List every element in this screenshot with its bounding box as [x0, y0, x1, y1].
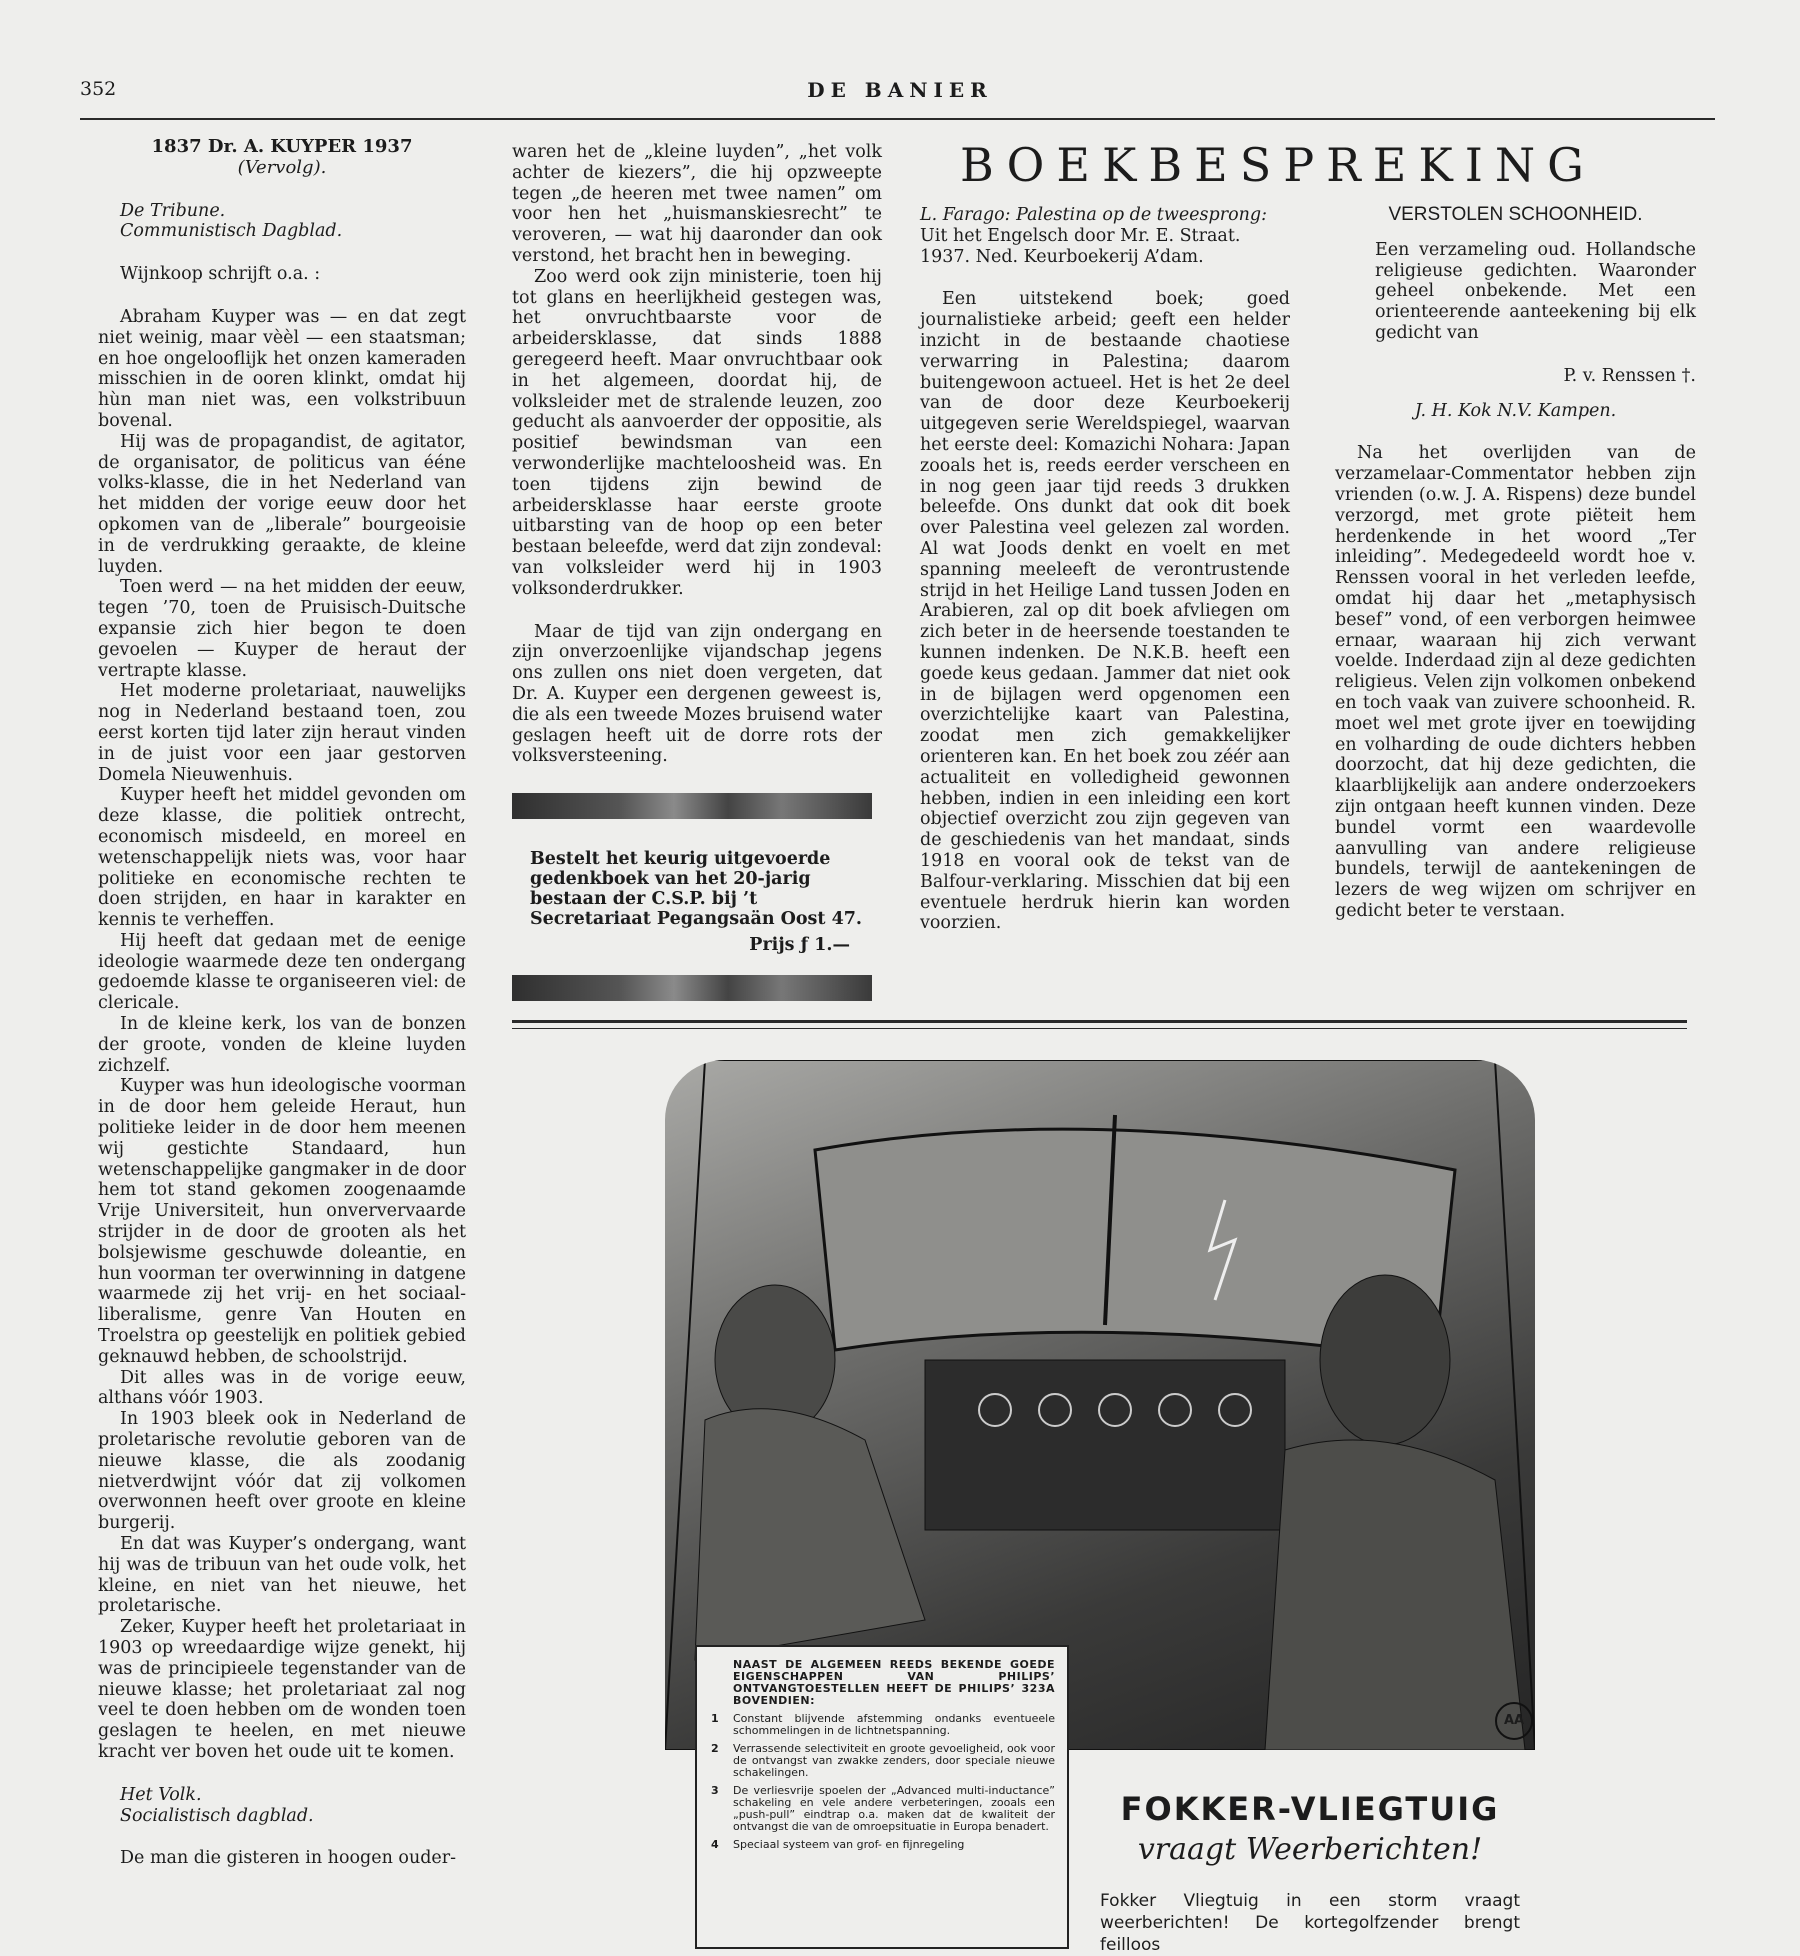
paragraph: Zeker, Kuyper heeft het proletariaat in 1903 op wreedaardige wijze genekt, hij was de principieele tegenstander van de nieuwe klasse; het proletariaat zal nog veel te doen hebben om de wonden toen geslagen te heelen, en met nieuwe kracht ver boven het oude uit te komen. [98, 1617, 466, 1762]
paragraph: De man die gisteren in hoogen ouder- [120, 1848, 457, 1869]
paragraph: Dit alles was in de vorige eeuw, althans vóór 1903. [98, 1367, 466, 1409]
order-price: Prijs ƒ 1.— [749, 935, 850, 955]
book-title: L. Farago: Palestina op de tweesprong: [920, 205, 1267, 225]
paragraph: In de kleine kerk, los van de bonzen der groote, vonden de kleine luyden zichzelf. [98, 1014, 466, 1076]
article-subtitle: (Vervolg). [237, 156, 327, 178]
paragraph: Hij was de propagandist, de agitator, de organisator, de politicus van ééne volks-klasse, die in het Nederland van het midden der vorige eeuw door het opkomen van de „liberale” bourgeoisie in de verdrukking geraakte, de kleine luyden. [98, 431, 466, 577]
list-item: 4 Speciaal systeem van grof- en fijnregeling [711, 1838, 965, 1851]
intro-line: Wijnkoop schrijft o.a. : [120, 264, 321, 285]
features-list [697, 1713, 1067, 1851]
review-text: Een uitstekend boek; goed journalistieke arbeid; geeft een helder inzicht in de bestaande chaotiese verwarring in Palestina; daarom buitengewoon actueel. Het is het 2e deel van de door deze Keurboekerij uitgegeven serie Wereldspiegel, waarvan het eerste deel: Komazichi Nohara: Japan zooals het is, reeds eerder verscheen en in nog geen jaar tijd reeds 3 drukken beleefde. Ons dunkt dat ook dit boek over Palestina veel gelezen zal worden. Al wat Joods denkt en voelt en met spanning meeleeft de verontrustende strijd in het Heilige Land tussen Joden en Arabieren, zal op dit boek afvliegen om zich beter in de heersende toestanden te kunnen indenken. De N.K.B. heeft een goede keus gedaan. Jammer dat niet ook in de bijlagen werd opgenomen een overzichtelijke kaart van Palestina, zoodat men zich gemakkelijker orienteren kan. En het boek zou zéér aan actualiteit en volledigheid gewonnen hebben, indien in een inleiding een kort objectief overzicht zou zijn gegeven van de geschiedenis van het mandaat, sinds 1918 en vooral ook de tekst van de Balfour-verklaring. Misschien dat bij een eventuele herdruk hierin kan worden voorzien. [920, 289, 1290, 934]
paragraph: En dat was Kuyper’s ondergang, want hij was de tribuun van het oude volk, het kleine, en niet van het nieuwe, het proletarische. [98, 1534, 466, 1617]
source-name: Het Volk. [120, 1784, 202, 1805]
paragraph: waren het de „kleine luyden”, „het volk achter de kiezers”, die hij opzweepte tegen „de heeren met twee namen” om voor hen het „huismanskiesrecht” te veroveren, — wat hij daaronder dan ook verstond, het bracht hen in beweging. [512, 142, 882, 266]
order-text: Bestelt het keurig uitgevoerde gedenkboek van het 20-jarig bestaan der C.S.P. bij ’t Secretariaat Pegangsaän Oost 47. [530, 849, 863, 929]
source-name: De Tribune. [120, 200, 226, 221]
header-rule [80, 118, 1715, 120]
book-author: P. v. Renssen †. [1563, 365, 1696, 386]
ad-subheadline: vraagt Weerberichten! [1137, 1832, 1483, 1867]
advertiser-logo: AA [1495, 1702, 1533, 1740]
source-type: Communistisch Dagblad. [120, 221, 343, 242]
paragraph: Kuyper was hun ideologische voorman in de door hem geleide Heraut, hun politieke leider in de door hem meenen wij gestichte Standaard, hun wetenschappelijke gangmaker in de door hem tot stand gekomen zoogenaamde Vrije Universiteit, hun onververvaarde strijder in de door de grooten als het bolsjewisme geschuwde doleantie, en hun voorman ter overwinning in datgene waarmede zij het vrij- en het sociaal-liberalisme, genre Van Houten en Troelstra op geestelijk en politiek gebied geknauwd hebben, de schoolstrijd. [98, 1076, 466, 1367]
list-item: 2 Verrassende selectiviteit en groote gevoeligheid, ook voor de ontvangst van zwakke zenders, door speciale nieuwe schakelingen. [711, 1742, 1055, 1779]
book-translator: Uit het Engelsch door Mr. E. Straat. [920, 225, 1241, 246]
book-publisher: 1937. Ned. Keurboekerij A’dam. [920, 246, 1204, 267]
ad-body: Fokker Vliegtuig in een storm vraagt weerberichten! De kortegolfzender brengt feilloos [1100, 1891, 1520, 1955]
book-title: VERSTOLEN SCHOONHEID. [1388, 204, 1643, 225]
philips-features-box [695, 1645, 1069, 1949]
book-description: Een verzameling oud. Hollandsche religieuse gedichten. Waaronder geheel onbekende. Met een orienteerende aanteekening bij elk gedicht van [1375, 239, 1696, 343]
paragraph: Kuyper heeft het middel gevonden om deze klasse, die politiek ontrecht, economisch misdeeld, en moreel en wetenschappelijk niets was, voor haar politieke en economische rechten te doen strijden, en haar in karakter en kennis te verheffen. [98, 785, 466, 931]
paragraph: Abraham Kuyper was — en dat zegt niet weinig, maar vèèl — een staatsman; en hoe ongelooflijk het onzen kameraden misschien in de ooren klinkt, omdat hij hùn man niet was, een volkstribuun bovenal. [98, 306, 466, 431]
paragraph: Maar de tijd van zijn ondergang en zijn onverzoenlijke vijandschap jegens ons zullen ons niet doen vergeten, dat Dr. A. Kuyper een dergenen geweest is, die als een tweede Mozes bruisend water geslagen heeft uit de dorre rots der volksversteening. [512, 621, 882, 767]
verstolen-review [1335, 205, 1696, 922]
article-title: 1837 Dr. A. KUYPER 1937 [151, 136, 413, 157]
farago-review [920, 205, 1290, 934]
list-item: 3 De verliesvrije spoelen der „Advanced multi-inductance” schakeling en vele andere verbeteringen, zooals een „push-pull” eindtrap o.a. maken dat de kwaliteit der ontvangst die van de omroepsituatie in Europa benadert. [711, 1784, 1055, 1833]
paragraph: Toen werd — na het midden der eeuw, tegen ’70, toen de Pruisisch-Duitsche expansie zich hier begon te doen gevoelen — Kuyper de heraut der vertrapte klasse. [98, 577, 466, 681]
features-intro: NAAST DE ALGEMEEN REEDS BEKENDE GOEDE EIGENSCHAPPEN VAN PHILIPS’ ONTVANGTOESTELLEN HEEFT DE PHILIPS’ 323A BOVENDIEN: [733, 1658, 1055, 1707]
source-type: Socialistisch dagblad. [120, 1805, 314, 1826]
decorative-band [512, 793, 872, 819]
ad-headline: FOKKER-VLIEGTUIG [1120, 1790, 1500, 1828]
paragraph: Hij heeft dat gedaan met de eenige ideologie waarmede deze ten ondergang gedoemde klasse te organiseeren viel: de clericale. [98, 930, 466, 1014]
decorative-band [512, 975, 872, 1001]
kuyper-continuation [512, 142, 882, 767]
masthead: DE BANIER [807, 78, 993, 102]
section-title: BOEKBESPREKING [960, 138, 1596, 192]
paragraph: Zoo werd ook zijn ministerie, toen hij tot glans en heerlijkheid gestegen was, het onvruchtbaarste voor de arbeidersklasse, dat sinds 1888 geregeerd heeft. Maar onvruchtbaar ook in het algemeen, doordat hij, de volksleider met de stralende leuzen, zoo geducht als aanvoerder der oppositie, als positief bewindsman van een verwonderlijke machteloosheid was. En toen tijdens zijn bewind de arbeidersklasse haar eerste groote uitbarsting van de hoop op een beter bestaan beleefde, werd dat zijn zondeval: van volksleider werd hij in 1903 volksonderdrukker. [512, 266, 882, 599]
list-item: 1 Constant blijvende afstemming ondanks eventueele schommelingen in de lichtnetspanning. [711, 1712, 1055, 1737]
page-number: 352 [80, 78, 117, 100]
kuyper-article [98, 137, 466, 1869]
section-rule [512, 1028, 1687, 1029]
review-text: Na het overlijden van de verzamelaar-Commentator hebben zijn vrienden (o.w. J. A. Rispens) deze bundel verzorgd, met grote piëteit hem herdenkende in het woord „Ter inleiding”. Medegedeeld wordt hoe v. Renssen vooral in het verleden leefde, omdat hij daar het „metaphysisch besef” vond, of een verborgen heimwee ernaar, waaraan hij zich verwant voelde. Inderdaad zijn al deze gedichten religieus. Velen zijn volkomen onbekend en toch vaak van zuivere schoonheid. R. moet wel met grote ijver en toewijding en volharding de oude dichters hebben doorzocht, dat hij deze gedichten, die klaarblijkelijk aan andere onderzoekers zijn ontgaan heeft kunnen vinden. Deze bundel vormt een waardevolle aanvulling van andere religieuse bundels, terwijl de aantekeningen de lezers de weg wijzen om schrijver en gedicht beter te verstaan. [1335, 443, 1696, 921]
paragraph: Het moderne proletariaat, nauwelijks nog in Nederland bestaand toen, zou eerst korten tijd later zijn heraut vinden in de juist voor een jaar gestorven Domela Nieuwenhuis. [98, 681, 466, 785]
paragraph: In 1903 bleek ook in Nederland de proletarische revolutie geboren van de nieuwe klasse, die als zoodanig nietverdwijnt vóór dat zij volkomen overwonnen heeft over groote en kleine burgerij. [98, 1409, 466, 1534]
order-notice [530, 849, 875, 955]
book-publisher: J. H. Kok N.V. Kampen. [1414, 400, 1617, 421]
section-rule [512, 1020, 1687, 1023]
